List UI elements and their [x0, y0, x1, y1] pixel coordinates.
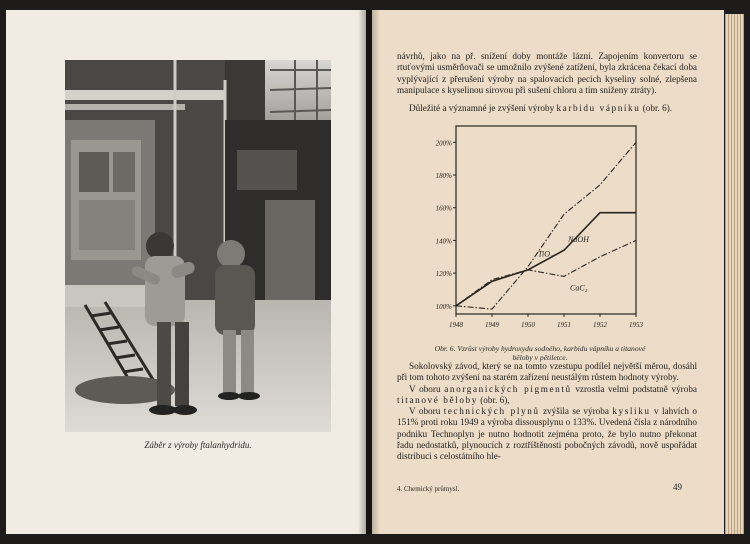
series-label-1: TiO₂	[538, 249, 553, 259]
y-tick-label: 140%	[435, 237, 452, 246]
para5-mid: zvýšila se výroba	[539, 406, 613, 417]
y-tick-label: 120%	[435, 270, 452, 279]
para5-spaced-term: technických plynů	[443, 406, 540, 417]
paragraph-2	[397, 103, 697, 114]
x-tick-label: 1948	[449, 321, 463, 329]
x-tick-label: 1950	[521, 321, 535, 329]
paragraph-3-text: Sokolovský závod, který se na tomto vzestupu podílel největší měrou, dosáhl při tom tohoto zvýšení na starém zařízení neustálým růstem hodnoty výroby.	[397, 361, 697, 383]
book-spine-shadow	[358, 10, 380, 534]
para5-after: v lahvích o 151% proti roku 1949 a výroba dissousplynu o 133%. Uvedená čísla z národního podniku Technoplyn je nutno hodnotit zejména proto, že bylo nutno překonat řadu nedostatků, plynoucích z roztříštěnosti pobočných závodů, nově uspořádat distribuci s celostátního hle-	[397, 406, 698, 462]
para4-mid: vzrostla velmi podstatně výroba	[571, 383, 697, 394]
production-growth-chart	[420, 118, 643, 342]
x-tick-label: 1952	[593, 321, 607, 329]
y-tick-label: 200%	[435, 139, 452, 148]
series-line-1	[456, 142, 636, 309]
series-line-2	[456, 213, 636, 306]
para5-spaced-term-2: kysliku	[612, 406, 651, 417]
chart-frame	[456, 126, 636, 314]
factory-photo	[65, 60, 331, 432]
para4-before: V oboru	[409, 383, 445, 394]
photo-caption: Záběr z výroby ftalanhydridu.	[144, 440, 252, 450]
x-tick-label: 1951	[557, 321, 571, 329]
paragraphs-lower	[397, 361, 697, 463]
para4-after: (obr. 6),	[477, 394, 510, 405]
x-tick-label: 1949	[485, 321, 499, 329]
series-label-2: NaOH	[568, 235, 589, 245]
y-tick-label: 100%	[435, 302, 452, 311]
paragraph-4-text	[397, 384, 697, 407]
paragraph-1	[397, 51, 697, 96]
paragraph-5-text	[397, 406, 697, 462]
para4-spaced-term: anorganických pigmentů	[444, 383, 572, 394]
y-tick-label: 180%	[435, 172, 452, 181]
paragraph-1-text: návrhů, jako na př. snížení doby montáže lázní. Zapojením konvertoru se rtuťovými usměrňovači se umožnilo zvýšené zatížení, byla zkrácena čekací doba vyplývající z přerušení výroby na spalovacích pecích kyseliny solné, zlepšena manipulace s kyselinou sírovou při sušení chloru a tím sníženy ztráty).	[397, 51, 697, 95]
x-tick-label: 1953	[629, 321, 643, 329]
page-edges	[725, 14, 744, 534]
page-number: 49	[673, 482, 682, 492]
para2-spaced-term: karbidu vápníku	[556, 103, 641, 113]
para4-spaced-term-2: titanové běloby	[397, 394, 478, 405]
para5-before: V oboru	[409, 406, 444, 417]
chart-caption: Obr. 6. Vzrůst výroby hydroxydu sodného, karbidu vápníku a titanové běloby v pětiletce.	[434, 344, 646, 362]
para2-after: (obr. 6).	[640, 103, 673, 113]
para2-before: Důležité a významné je zvýšení výroby	[409, 103, 557, 113]
footer-chapter: 4. Chemický průmysl.	[397, 485, 460, 493]
series-label-3: CaC₂	[570, 283, 588, 293]
paragraph-2-text	[397, 103, 697, 114]
y-tick-label: 160%	[435, 204, 452, 213]
